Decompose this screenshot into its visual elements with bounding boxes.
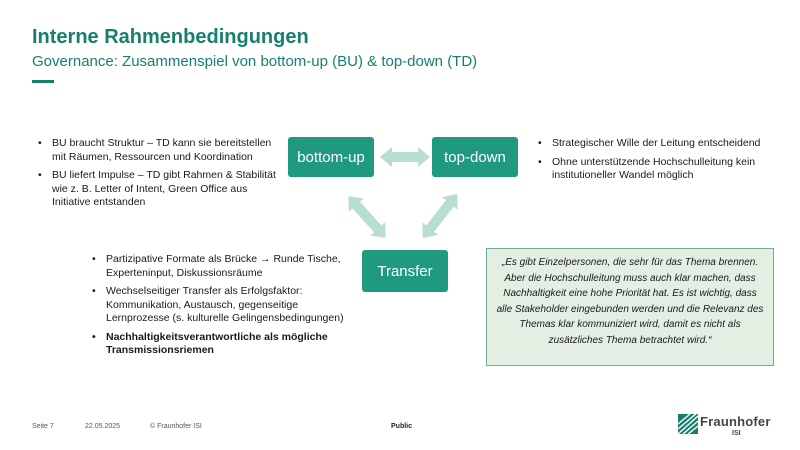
list-item: • BU liefert Impulse – TD gibt Rahmen & Stabilität wie z. B. Letter of Intent, Green Office aus Initiative entstanden — [38, 169, 288, 210]
right-bullet-list — [538, 137, 768, 188]
node-bottom-up: bottom-up — [288, 137, 374, 177]
list-item: • Partizipative Formate als Brücke → Runde Tische, Experteninput, Diskussionsräume — [92, 253, 362, 280]
node-transfer: Transfer — [362, 250, 448, 292]
logo-name: Fraunhofer — [700, 414, 771, 429]
list-item: • Strategischer Wille der Leitung entscheidend — [538, 137, 768, 151]
footer-date: 22.05.2025 — [85, 423, 121, 430]
list-item: • Wechselseitiger Transfer als Erfolgsfaktor: Kommunikation, Austausch, gegenseitige Lernprozesse (s. kulturelle Gelingensbedingungen) — [92, 285, 362, 326]
quote-box: „Es gibt Einzelpersonen, die sehr für das Thema brennen. Aber die Hochschulleitung muss auch klar machen, dass Nachhaltigkeit eine hohe Priorität hat. Es ist wichtig, dass alle Stakeholder eingebunden werden und die Relevanz des Themas klar kommuniziert wird, damit es nicht als zusätzliches Thema betrachtet wird.“ — [486, 248, 774, 366]
arrow-bu-transfer — [341, 190, 393, 245]
title-underline — [32, 80, 54, 83]
arrow-bu-td — [380, 147, 430, 167]
fraunhofer-logo — [678, 412, 788, 442]
list-item: • Ohne unterstützende Hochschulleitung kein institutioneller Wandel möglich — [538, 156, 768, 183]
bottom-bullet-list — [92, 253, 362, 363]
footer-page-number: Seite 7 — [32, 423, 54, 430]
fraunhofer-logo-icon — [678, 414, 698, 434]
list-item-emphasis: • Nachhaltigkeitsverantwortliche als mögliche Transmissionsriemen — [92, 331, 362, 358]
footer-copyright: © Fraunhofer ISI — [150, 423, 202, 430]
arrow-td-transfer — [415, 188, 465, 244]
page-title: Interne Rahmenbedingungen — [32, 26, 309, 48]
footer-classification: Public — [391, 423, 413, 430]
page-subtitle: Governance: Zusammenspiel von bottom-up (BU) & top-down (TD) — [32, 53, 478, 70]
node-top-down: top-down — [432, 137, 518, 177]
logo-sub: ISI — [732, 430, 741, 437]
list-item: • BU braucht Struktur – TD kann sie bereitstellen mit Räumen, Ressourcen und Koordination — [38, 137, 288, 164]
left-bullet-list — [38, 137, 288, 215]
